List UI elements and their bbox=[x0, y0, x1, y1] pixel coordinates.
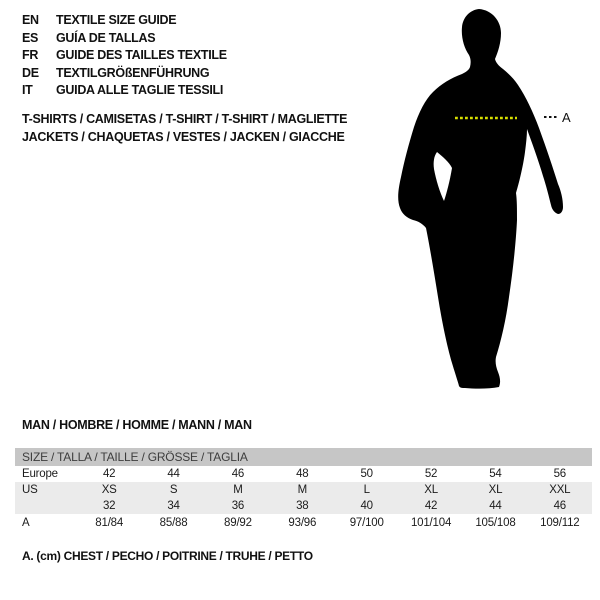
size-cell: 52 bbox=[424, 468, 438, 480]
size-cell: 46 bbox=[231, 468, 245, 480]
language-label: TEXTILE SIZE GUIDE bbox=[56, 13, 177, 27]
language-row-es bbox=[22, 30, 227, 48]
size-cell: 38 bbox=[296, 500, 309, 512]
size-cell: 50 bbox=[360, 468, 373, 480]
size-cell: 54 bbox=[489, 468, 502, 480]
size-cell: 101/104 bbox=[410, 516, 452, 529]
size-cell: 89/92 bbox=[224, 516, 252, 529]
language-code: IT bbox=[22, 83, 33, 97]
language-label: GUÍA DE TALLAS bbox=[56, 30, 156, 45]
size-table-header: SIZE / TALLA / TAILLE / GRÖSSE / TAGLIA bbox=[15, 448, 592, 466]
size-cell: 34 bbox=[167, 500, 180, 512]
category-block bbox=[22, 110, 347, 146]
language-row-de bbox=[22, 65, 227, 83]
measure-label-a: A bbox=[562, 110, 571, 125]
size-cell: 85/88 bbox=[159, 516, 188, 529]
man-silhouette bbox=[398, 9, 563, 389]
man-silhouette-figure bbox=[395, 5, 580, 395]
size-cell: 42 bbox=[102, 468, 116, 480]
size-cell: 46 bbox=[553, 500, 567, 512]
size-cell: M bbox=[233, 484, 243, 496]
language-label: TEXTILGRÖßENFÜHRUNG bbox=[56, 65, 210, 80]
size-cell: L bbox=[363, 484, 370, 496]
size-cell: 93/96 bbox=[288, 516, 317, 529]
language-code: ES bbox=[22, 30, 39, 45]
row-label: US bbox=[22, 484, 38, 496]
language-row-en bbox=[22, 12, 227, 30]
language-row-it bbox=[22, 82, 227, 100]
size-cell: 56 bbox=[553, 468, 567, 480]
language-code: FR bbox=[22, 48, 39, 62]
table-row-chest-a bbox=[15, 514, 592, 531]
language-label: GUIDA ALLE TAGLIE TESSILI bbox=[56, 83, 224, 97]
chest-footnote: A. (cm) CHEST / PECHO / POITRINE / TRUHE / PETTO bbox=[22, 549, 313, 563]
row-label: Europe bbox=[22, 468, 58, 480]
language-row-fr bbox=[22, 47, 227, 65]
size-cell: M bbox=[297, 484, 307, 496]
row-label: A bbox=[22, 516, 30, 529]
size-cell: 40 bbox=[360, 500, 373, 512]
size-cell: 97/100 bbox=[349, 516, 384, 529]
category-jackets: JACKETS / CHAQUETAS / VESTES / JACKEN / GIACCHE bbox=[22, 130, 345, 144]
language-label: GUIDE DES TAILLES TEXTILE bbox=[56, 48, 227, 62]
table-row-europe bbox=[15, 466, 592, 482]
size-cell: 44 bbox=[167, 468, 180, 480]
size-cell: 44 bbox=[489, 500, 502, 512]
figure-wrap bbox=[395, 5, 580, 395]
table-row-numeric bbox=[15, 498, 592, 514]
size-cell: XL bbox=[488, 484, 503, 496]
size-cell: 36 bbox=[231, 500, 245, 512]
size-cell: 105/108 bbox=[475, 516, 516, 529]
size-cell: XL bbox=[424, 484, 438, 496]
size-cell: XS bbox=[101, 484, 117, 496]
size-cell: 42 bbox=[424, 500, 438, 512]
size-cell: XXL bbox=[549, 484, 571, 496]
table-row-us bbox=[15, 482, 592, 498]
size-cell: 81/84 bbox=[95, 516, 124, 529]
language-code: DE bbox=[22, 65, 39, 80]
size-cell: S bbox=[169, 484, 178, 496]
size-table bbox=[15, 448, 592, 531]
section-man-label: MAN / HOMBRE / HOMME / MANN / MAN bbox=[22, 418, 252, 432]
size-cell: 32 bbox=[102, 500, 116, 512]
size-cell: 109/112 bbox=[540, 516, 580, 529]
size-cell: 48 bbox=[296, 468, 309, 480]
category-tshirts: T-SHIRTS / CAMISETAS / T-SHIRT / T-SHIRT / MAGLIETTE bbox=[22, 112, 348, 126]
language-code: EN bbox=[22, 13, 39, 27]
language-list bbox=[22, 12, 227, 100]
